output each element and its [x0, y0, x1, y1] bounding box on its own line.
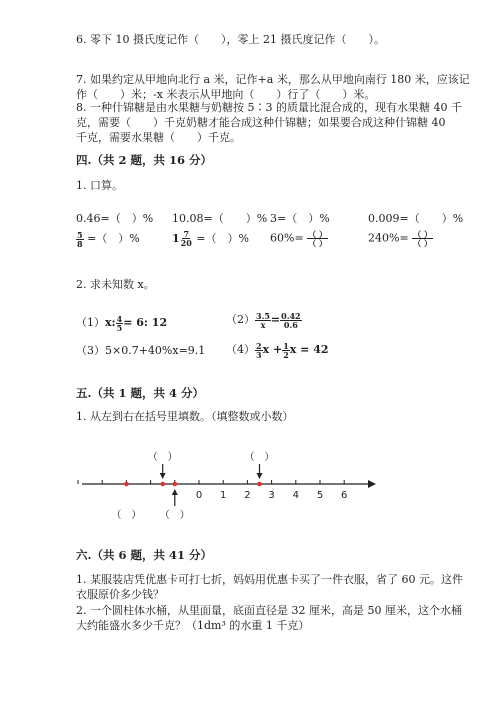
number-line-marker — [257, 482, 262, 487]
number-line-blanks — [111, 451, 274, 521]
calc-r2c3: 60%= $\frac{( )}{( )}$ — [270, 229, 327, 248]
calc-r2c4: 240%= $\frac{( )}{( )}$ — [368, 229, 432, 248]
number-line-tick-label: 3 — [268, 490, 275, 501]
number-line-blank: （ ） — [159, 510, 190, 521]
number-line-blank: （ ） — [111, 510, 142, 521]
number-line — [70, 448, 390, 524]
number-line-tick-label: 5 — [316, 490, 324, 501]
fraction: $\frac{( )}{( )}$ — [413, 229, 432, 248]
fraction: $\frac{( )}{( )}$ — [308, 229, 327, 248]
number-line-marker — [124, 482, 129, 487]
calc-r1c4: 0.009=（ ）% — [368, 212, 464, 225]
problem-6-2-line-1: 2. 一个圆柱体水桶，从里面量，底面直径是 32 厘米，高是 50 厘米，这个水桶 — [76, 604, 462, 617]
problem-8-line-2: 克，需要（ ）千克奶糖才能合成这种什锦糖；如果要合成这种什锦糖 40 — [76, 116, 446, 129]
problem-6-text: 6. 零下 10 摄氏度记作（ ），零上 21 摄氏度记作（ ）。 — [76, 33, 385, 46]
number-line-blank: （ ） — [244, 452, 275, 463]
problem-6-1-line-2: 衣服原价多少钱？ — [76, 588, 164, 601]
number-line-tick-label: 6 — [341, 490, 348, 501]
section-6-heading: 六.（共 6 题，共 41 分） — [76, 548, 213, 562]
problem-7-line-2: 作（ ）米；-x 米表示从甲地向（ ）行了（ ）米。 — [76, 88, 376, 101]
equation-4: （4） $\frac{2}{3}$ x + $\frac{1}{2}$ x = 42 — [226, 340, 329, 360]
problem-6-1 — [76, 572, 463, 602]
problem-7-line-1: 7. 如果约定从甲地向北行 a 米，记作+a 米，那么从甲地向南行 180 米，应该记 — [76, 73, 470, 86]
number-line-tick-label: 4 — [292, 490, 299, 501]
section-4-heading: 四.（共 2 题，共 16 分） — [76, 153, 213, 167]
number-line-blank: （ ） — [147, 452, 178, 463]
problem-6-2-line-2: 大约能盛水多少千克？（1dm³ 的水重 1 千克） — [76, 619, 310, 632]
number-line-tick-label: 1 — [220, 490, 227, 501]
question-4-2: 2. 求未知数 x。 — [76, 278, 155, 291]
fraction: $\frac{5}{8}$ — [77, 229, 83, 249]
number-line-ticks — [78, 480, 347, 501]
number-line-marker — [173, 482, 178, 487]
calc-r2c2: 1 $\frac{7}{20}$ =（ ）% — [172, 229, 249, 248]
problem-7 — [76, 72, 470, 102]
problem-6 — [76, 32, 431, 47]
number-line-arrow-icon — [368, 480, 376, 488]
calc-r1c1: 0.46=（ ）% — [76, 212, 154, 225]
calc-r1c2: 10.08=（ ）% — [172, 212, 268, 225]
problem-6-2 — [76, 603, 462, 633]
problem-8-line-1: 8. 一种什锦糖是由水果糖与奶糖按 5∶3 的质量比混合成的，现有水果糖 40 千 — [76, 101, 462, 114]
number-line-marker — [160, 482, 165, 487]
equation-3: （3）5×0.7+40%x=9.1 — [76, 344, 206, 357]
calc-r1c3: 3=（ ）% — [270, 212, 330, 225]
arrow-icon — [257, 473, 263, 479]
equation-1: （1）x: $\frac{4}{5}$ = 6: 12 — [76, 313, 168, 333]
equation-2: （2） $\frac{3.5}{x}$ = $\frac{0.42}{0.6}$ — [226, 310, 301, 330]
problem-8 — [76, 100, 462, 145]
arrow-icon — [160, 473, 166, 479]
fraction: $\frac{7}{20}$ — [180, 229, 192, 248]
section-5-heading: 五.（共 1 题，共 4 分） — [76, 386, 205, 400]
number-line-tick-label: 0 — [195, 490, 203, 501]
problem-6-1-line-1: 1. 某服装店凭优惠卡可打七折，妈妈用优惠卡买了一件衣服，省了 60 元。这件 — [76, 573, 463, 586]
question-5-1: 1. 从左到右在括号里填数。（填整数或小数） — [76, 410, 294, 423]
calc-r2c1: $\frac{5}{8}$ =（ ）% — [77, 229, 140, 249]
question-4-1: 1. 口算。 — [76, 179, 123, 192]
problem-8-line-3: 千克，需要水果糖（ ）千克。 — [76, 131, 241, 144]
number-line-tick-label: 2 — [244, 490, 251, 501]
arrow-icon — [172, 489, 178, 495]
